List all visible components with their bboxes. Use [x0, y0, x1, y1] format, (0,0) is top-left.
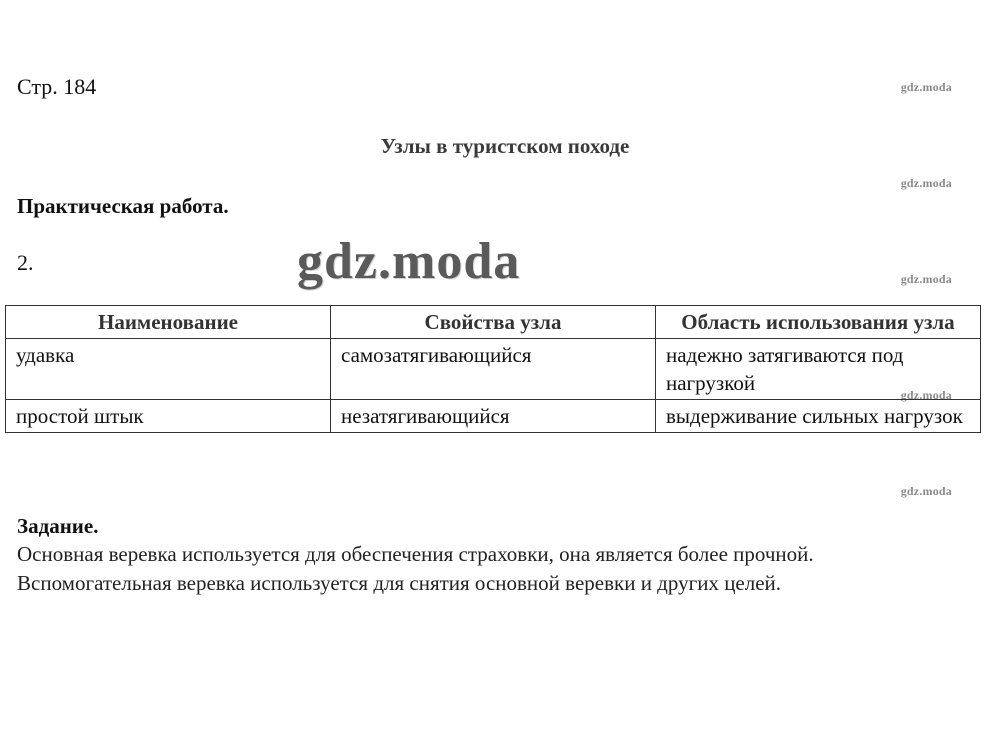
watermark-small: gdz.moda	[900, 272, 952, 286]
header-usage: Область использования узла	[656, 306, 981, 339]
task-heading: Задание.	[17, 514, 99, 538]
watermark-small: gdz.moda	[900, 388, 952, 402]
watermark-logo: gdz.moda	[297, 233, 521, 290]
watermark-small: gdz.moda	[900, 484, 952, 498]
watermark-small: gdz.moda	[900, 80, 952, 94]
header-name: Наименование	[6, 306, 331, 339]
item-number: 2.	[17, 250, 34, 275]
document-title: Узлы в туристском походе	[380, 134, 630, 158]
task-text	[17, 540, 992, 598]
page-number: Стр. 184	[17, 74, 97, 99]
table-cell: незатягивающийся	[331, 400, 656, 433]
watermark-small: gdz.moda	[900, 176, 952, 190]
table-row	[6, 339, 981, 400]
knots-table	[5, 305, 981, 433]
section-heading: Практическая работа.	[17, 194, 229, 218]
header-properties: Свойства узла	[331, 306, 656, 339]
table-cell: надежно затягиваются под нагрузкой	[656, 339, 981, 400]
table-cell: удавка	[6, 339, 331, 400]
table-header-row	[6, 306, 981, 339]
task-line: Основная веревка используется для обеспечения страховки, она является более прочной.	[17, 542, 814, 566]
table-cell: самозатягивающийся	[331, 339, 656, 400]
table-cell: выдерживание сильных нагрузок	[656, 400, 981, 433]
task-line: Вспомогательная веревка используется для снятия основной веревки и других целей.	[17, 571, 782, 595]
table-cell: простой штык	[6, 400, 331, 433]
table-row	[6, 400, 981, 433]
